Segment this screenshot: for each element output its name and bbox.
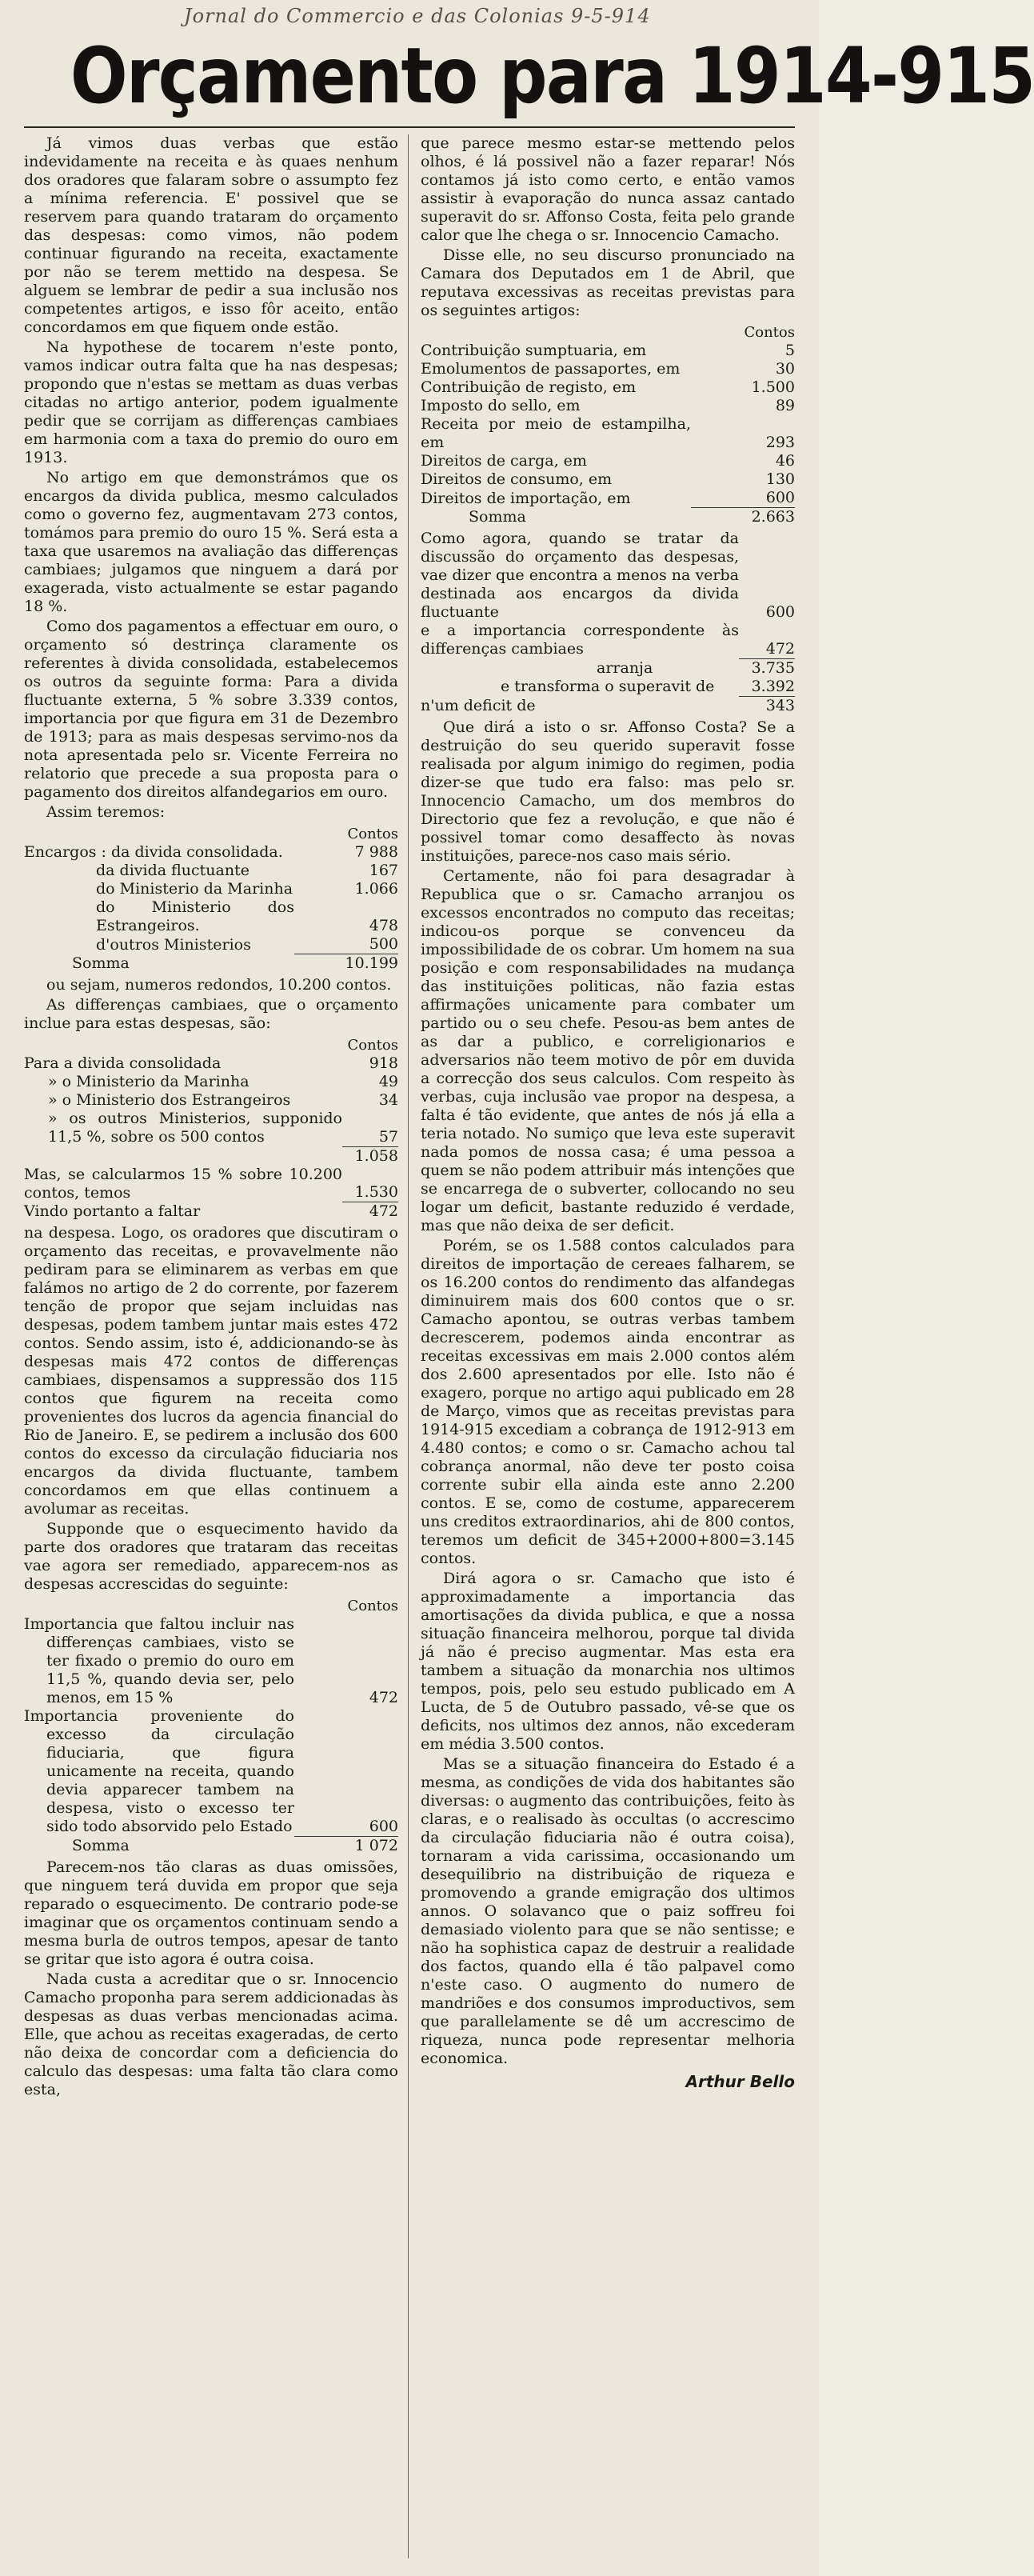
table-encargos [24,825,398,973]
headline-rule [24,126,795,128]
table-differencas [24,1036,398,1221]
left-column [24,134,398,2558]
paragraph: na despesa. Logo, os oradores que discutiram o orçamento das receitas, e provavelmente não pediram para se eliminarem as verbas em que falámos no artigo de 2 do corrente, por fazerem tenção de propor que sejam incluidas nas despesas, podem tambem juntar mais estes 472 contos. Sendo assim, isto é, addicionando-se às despesas mais 472 contos de differenças cambiaes, dispensamos a suppressão dos 115 contos que figurem na receita como provenientes dos lucros da agencia financial do Rio de Janeiro. E, se pedirem a inclusão dos 600 contos do excesso da circulação fiduciaria nos encargos da divida fluctuante, tambem concordamos em que ellas continuem a avolumar as receitas. [24,1224,398,1518]
table-row: Para a divida consolidada 918 [24,1054,398,1072]
paragraph: Mas se a situação financeira do Estado é a mesma, as condições de vida dos habitantes são diversas: o augmento das contribuições, feito às claras, e o realisado às occultas (o accrescimo da circulação fiduciaria não é outra coisa), tornaram a vida carissima, occasionando um desequilibrio na distribuição de riqueza e promovendo a grande emigração dos ultimos annos. O solavanco que o paiz soffreu foi demasiado violento para que se não sentisse; e não ha sophistica capaz de destruir a realidade dos factos, quando ella é tão palpavel como n'este caso. O augmento do numero de mandriões e dos consumos improductivos, sem que parallelamente se dê um accrescimo de riqueza, nunca pode representar melhoria economica. [421,1754,795,2067]
paragraph: que parece mesmo estar-se mettendo pelos olhos, é lá possivel não a fazer reparar! Nós contamos já isto como certo, e então vamos assistir à evaporação do nunca assaz cantado superavit do sr. Affonso Costa, feita pelo grande calor que lhe chega o sr. Innocencio Camacho. [421,134,795,244]
table-row: Como agora, quando se tratar da discussão do orçamento das despesas, vae dizer que encontra a menos na verba destinada aos encargos da divida fluctuante 600 [421,530,795,621]
table-row: » os outros Ministerios, supponido 11,5 %, sobre os 500 contos 57 [48,1110,398,1146]
table-row: Importancia proveniente do excesso da circulação fiduciaria, que figura unicamente na receita, quando devia apparecer tambem na despesa, visto o excesso ter sido todo absorvido pelo Estado 600 [24,1707,398,1835]
table-row: Importancia que faltou incluir nas differenças cambiaes, visto se ter fixado o premio do ouro em 11,5 %, quando devia ser, pelo menos, em 15 % 472 [24,1615,398,1706]
paragraph: Que dirá a isto o sr. Affonso Costa? Se a destruição do seu querido superavit fosse realisada por algum inimigo do regimen, podia dizer-se que tudo era falso: mas pelo sr. Innocencio Camacho, um dos membros do Directorio que fez a revolução, e que não é possivel tomar como desaffecto às novas instituições, parece-nos caso mais sério. [421,718,795,865]
table-row: Emolumentos de passaportes, em 30 [421,360,795,378]
table-header: Contos [347,1598,398,1614]
right-column [421,134,795,2558]
paragraph: Nada custa a acreditar que o sr. Innocencio Camacho proponha para serem addicionadas às despesas as duas verbas mencionadas acima. Elle, que achou as receitas exageradas, de certo não deixa de concordar com a deficiencia do calculo das despesas: uma falta tão clara como esta, [24,1970,398,2098]
table-row: Direitos de consumo, em 130 [421,470,795,488]
table-row: d'outros Ministerios 500 [96,935,398,954]
table-row: » o Ministerio dos Estrangeiros 34 [48,1091,398,1109]
headline: Orçamento para 1914-915 [70,31,1034,121]
paragraph: ou sejam, numeros redondos, 10.200 contos. [46,976,392,994]
table-accrescimos [24,1597,398,1855]
table-row: Receita por meio de estampilha, em 293 [421,415,795,451]
table-sum-row: 1.058 [24,1146,398,1166]
paragraph: No artigo em que demonstrámos que os encargos da divida publica, mesmo calculados como o governo fez, augmentavam 273 contos, tomámos para premio do ouro 15 %. Será esta a taxa que usaremos na avaliação das differenças cambiaes; julgamos que ninguem a dará por exagerada, visto actualmente se estar pagando 18 %. [24,469,398,615]
paragraph: Já vimos duas verbas que estão indevidamente na receita e às quaes nenhum dos oradores que falaram sobre o assumpto fez a mínima referencia. E' possivel que se reservem para quando trataram do orçamento das despesas: como vimos, não podem continuar figurando na receita, exactamente por não se terem mettido na despesa. Se alguem se lembrar de pedir a sua inclusão nos competentes artigos, e isso fôr aceito, então concordamos em que fiquem onde estão. [24,134,398,336]
paragraph: Supponde que o esquecimento havido da parte dos oradores que trataram das receitas vae agora ser remediado, apparecem-nos as despesas accrescidas do seguinte: [24,1520,398,1593]
table-row: da divida fluctuante 167 [96,862,398,879]
table-row: Mas, se calcularmos 15 % sobre 10.200 contos, temos 1.530 [24,1165,398,1202]
paragraph: Certamente, não foi para desagradar à Republica que o sr. Camacho arranjou os excessos encontrados no computo das receitas; indicou-os porque se convenceu da impossibilidade de os cobrar. Um homem na sua posição e com responsabilidades na mudança das instituições politicas, não fazia estas affirmações unicamente para combater um partido ou o seu chefe. Pesou-as bem antes de as dar a publico, e correligionarios e adversarios não teem motivo de pôr em duvida a correcção dos seus calculos. Com respeito às verbas, cuja inclusão vae propor na despesa, a falta é tão evidente, que antes de nós já ella a teria notado. No sumiço que leva este superavit nada pomos de nossa casa; é uma pessoa a quem se não podem attribuir más intenções que se encarrega de o subverter, collocando no seu logar um deficit, bastante reduzido é verdade, mas que não deixa de ser deficit. [421,866,795,1234]
paragraph: Assim teremos: [46,803,166,821]
table-row: e transforma o superavit de 3.392 [501,677,795,695]
table-sum-row: Somma 10.199 [72,954,398,972]
paragraph: Parecem-nos tão claras as duas omissões, que ninguem terá duvida em propor que seja reparado o esquecimento. De contrario pode-se imaginar que os orçamentos continuam sendo a mesma burla de outros tempos, apesar de tanto se gritar que isto agora é outra coisa. [24,1858,398,1968]
table-sum-row: Somma 1 072 [72,1836,398,1854]
column-divider [408,134,409,2558]
table-row: do Ministerio dos Estrangeiros. 478 [96,898,398,934]
paragraph: Na hypothese de tocarem n'este ponto, vamos indicar outra falta que ha nas despesas; propondo que n'estas se mettam as duas verbas citadas no artigo anterior, podem igualmente pedir que se corrijam as differenças cambiaes em harmonia com a taxa do premio do ouro em 1913. [24,338,398,466]
table-header: Contos [347,826,398,842]
paragraph: Como dos pagamentos a effectuar em ouro, o orçamento só destrinça claramente os referentes à divida consolidada, estabelecemos os outros da seguinte forma: Para a divida fluctuante externa, 5 % sobre 3.339 contos, importancia por que figura em 31 de Dezembro de 1913; para as mais despesas servimo-nos da nota apresentada pelo sr. Vicente Ferreira no relatorio que precede a sua proposta para o pagamento dos direitos alfandegarios em ouro. [24,618,398,801]
table-receitas-excessivas [421,323,795,526]
author-signature: Arthur Bello [685,2071,795,2091]
table-row: Contribuição de registo, em 1.500 [421,378,795,396]
table-header: Contos [347,1037,398,1054]
table-row: n'um deficit de 343 [421,696,795,714]
table-row: Direitos de carga, em 46 [421,452,795,470]
table-row: Direitos de importação, em 600 [421,489,795,507]
table-row: do Ministerio da Marinha 1.066 [96,880,398,898]
paragraph: As differenças cambiaes, que o orçamento inclue para estas despesas, são: [24,996,398,1032]
table-row: Encargos : da divida consolidada. 7 988 [24,843,398,861]
paragraph: Dirá agora o sr. Camacho que isto é approximadamente a importancia das amortisações da divida publica, e que a nossa situação financeira melhorou, porque tal divida já não é preciso augmentar. Mas esta era tambem a situação da monarchia nos ultimos tempos, pois, pelo seu estudo publicado em A Lucta, de 5 de Outubro passado, vê-se que os deficits, nos ultimos dez annos, não excederam em média 3.500 contos. [421,1569,795,1753]
table-row: arranja 3.735 [597,658,795,677]
table-header: Contos [744,324,795,341]
table-row: Imposto do sello, em 89 [421,397,795,414]
table-row: » o Ministerio da Marinha 49 [48,1073,398,1090]
table-row: Contribuição sumptuaria, em 5 [421,342,795,359]
table-row: Vindo portanto a faltar 472 [24,1202,398,1220]
handwritten-annotation: Jornal do Commercio e das Colonias 9-5-914 [184,5,651,27]
table-row: e a importancia correspondente às differenças cambiaes 472 [421,622,795,658]
paragraph: Porém, se os 1.588 contos calculados para direitos de importação de cereaes falharem, se os 16.200 contos do rendimento das alfandegas diminuirem mais dos 600 contos que o sr. Camacho apontou, se outras verbas tambem decrescerem, podemos ainda encontrar as receitas excessivas em mais 2.000 contos além dos 2.600 apresentados por elle. Isto não é exagero, porque no artigo aqui publicado em 28 de Março, vimos que as receitas previstas para 1914-915 excediam a cobrança de 1912-913 em 4.480 contos; e como o sr. Camacho achou tal cobrança anormal, não deve ter posto coisa corrente subir ella ainda este anno 2.200 contos. E se, como de costume, apparecerem uns creditos extraordinarios, ahi de 800 contos, teremos um deficit de 345+2000+800=3.145 contos. [421,1236,795,1567]
table-deficit [421,530,795,715]
paragraph: Disse elle, no seu discurso pronunciado na Camara dos Deputados em 1 de Abril, que reputava excessivas as receitas previstas para os seguintes artigos: [421,246,795,319]
table-sum-row: Somma 2.663 [469,508,795,526]
